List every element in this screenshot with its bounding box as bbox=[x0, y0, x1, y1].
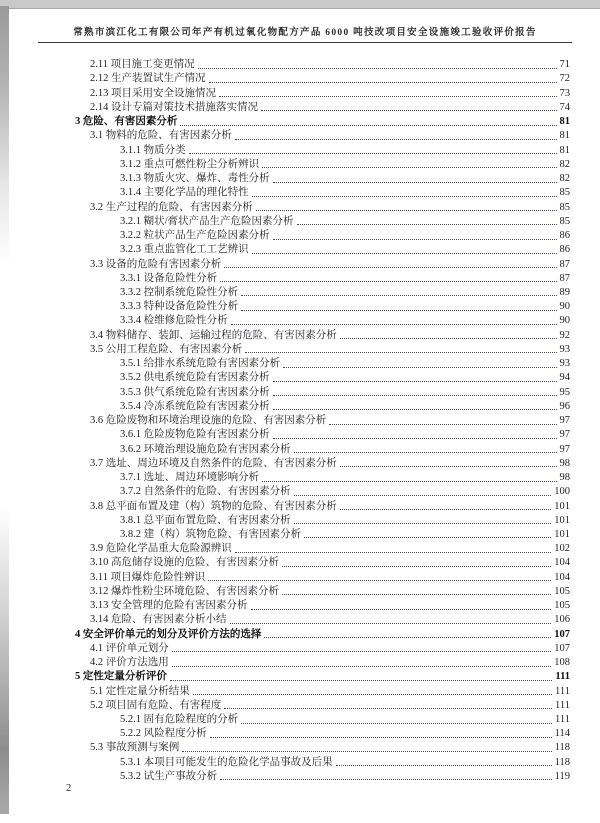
toc-entry-page-number: 85 bbox=[559, 187, 570, 199]
toc-entry-title: 3 危险、有害因素分析 bbox=[75, 116, 178, 128]
toc-dot-leader bbox=[224, 708, 552, 709]
toc-entry-title: 5.3.1 本项目可能发生的危险化学品事故及后果 bbox=[120, 756, 333, 768]
toc-entry-title: 3.5.2 供电系统危险有害因素分析 bbox=[120, 372, 270, 384]
toc-entry bbox=[60, 655, 570, 669]
toc-entry-page-number: 98 bbox=[559, 457, 570, 469]
toc-entry-title: 3.10 高危储存设施的危险、有害因素分析 bbox=[90, 557, 279, 569]
toc-entry bbox=[60, 413, 570, 427]
toc-dot-leader bbox=[235, 139, 557, 140]
toc-dot-leader bbox=[261, 110, 557, 111]
toc-entry bbox=[60, 356, 570, 370]
toc-entry-title: 3.1.1 物质分类 bbox=[120, 144, 186, 156]
toc-entry bbox=[60, 527, 570, 541]
toc-entry bbox=[60, 128, 570, 142]
toc-entry-title: 3.3.4 检维修危险性分析 bbox=[120, 315, 228, 327]
toc-entry bbox=[60, 484, 570, 498]
toc-entry bbox=[60, 71, 570, 85]
toc-dot-leader bbox=[209, 82, 557, 83]
toc-entry bbox=[60, 598, 570, 612]
toc-entry-page-number: 104 bbox=[554, 571, 570, 583]
toc-entry-page-number: 97 bbox=[559, 429, 570, 441]
toc-entry-title: 3.1.4 主要化学品的理化特性 bbox=[120, 187, 249, 199]
toc-entry-page-number: 111 bbox=[555, 685, 570, 697]
toc-entry bbox=[60, 142, 570, 156]
toc-entry bbox=[60, 740, 570, 754]
toc-entry-title: 5.2.1 固有危险程度的分析 bbox=[120, 714, 239, 726]
toc-dot-leader bbox=[273, 409, 557, 410]
toc-entry bbox=[60, 327, 570, 341]
toc-dot-leader bbox=[241, 723, 552, 724]
toc-entry-title: 3.5 公用工程危险、有害因素分析 bbox=[90, 343, 243, 355]
toc-dot-leader bbox=[193, 694, 552, 695]
toc-entry-page-number: 71 bbox=[559, 59, 570, 71]
toc-entry-title: 2.13 项目采用安全设施情况 bbox=[90, 87, 216, 99]
toc-dot-leader bbox=[329, 424, 556, 425]
toc-entry bbox=[60, 370, 570, 384]
toc-entry bbox=[60, 456, 570, 470]
running-header: 常熟市滨江化工有限公司年产有机过氧化物配方产品 6000 吨技改项目安全设施竣工验收评价报告 bbox=[38, 24, 572, 43]
toc-entry-page-number: 97 bbox=[559, 415, 570, 427]
toc-entry-page-number: 90 bbox=[559, 301, 570, 313]
toc-dot-leader bbox=[340, 338, 557, 339]
toc-dot-leader bbox=[282, 566, 551, 567]
toc-entry-page-number: 86 bbox=[559, 244, 570, 256]
toc-entry-page-number: 93 bbox=[559, 343, 570, 355]
toc-entry-title: 3.2 生产过程的危险、有害因素分析 bbox=[90, 201, 253, 213]
toc-dot-leader bbox=[297, 224, 557, 225]
toc-entry bbox=[60, 555, 570, 569]
toc-entry-title: 3.6.1 危险废物危险有害因素分析 bbox=[120, 429, 270, 441]
toc-entry-page-number: 114 bbox=[554, 728, 570, 740]
toc-dot-leader bbox=[294, 452, 557, 453]
toc-entry bbox=[60, 171, 570, 185]
toc-entry-page-number: 98 bbox=[559, 472, 570, 484]
toc-entry-title: 3.3.2 控制系统危险性分析 bbox=[120, 286, 239, 298]
toc-entry-page-number: 74 bbox=[559, 101, 570, 113]
toc-dot-leader bbox=[182, 751, 551, 752]
toc-entry-title: 5.2.2 风险程度分析 bbox=[120, 728, 207, 740]
toc-dot-leader bbox=[294, 523, 552, 524]
toc-entry-page-number: 82 bbox=[559, 173, 570, 185]
toc-dot-leader bbox=[273, 239, 557, 240]
toc-entry-title: 3.4 物料储存、装卸、运输过程的危险、有害因素分析 bbox=[90, 329, 337, 341]
toc-dot-leader bbox=[252, 253, 557, 254]
toc-entry-page-number: 93 bbox=[559, 358, 570, 370]
toc-dot-leader bbox=[172, 666, 552, 667]
toc-entry-title: 5.1 定性定量分析结果 bbox=[90, 685, 190, 697]
toc-dot-leader bbox=[273, 438, 557, 439]
toc-entry-page-number: 100 bbox=[554, 486, 570, 498]
toc-entry-page-number: 82 bbox=[559, 158, 570, 170]
toc-entry-title: 2.12 生产装置试生产情况 bbox=[90, 73, 206, 85]
toc-entry bbox=[60, 712, 570, 726]
toc-entry-title: 3.8.2 建（构）筑物危险、有害因素分析 bbox=[120, 528, 302, 540]
toc-entry-title: 3.8.1 总平面布置危险、有害因素分析 bbox=[120, 514, 291, 526]
toc-entry-page-number: 85 bbox=[559, 201, 570, 213]
toc-entry-title: 3.11 项目爆炸危险性辨识 bbox=[90, 571, 206, 583]
toc-entry bbox=[60, 114, 570, 128]
toc-entry-page-number: 95 bbox=[559, 386, 570, 398]
toc-entry bbox=[60, 185, 570, 199]
toc-dot-leader bbox=[170, 680, 553, 681]
toc-dot-leader bbox=[273, 395, 557, 396]
toc-entry bbox=[60, 669, 570, 683]
toc-dot-leader bbox=[262, 167, 556, 168]
toc-entry bbox=[60, 271, 570, 285]
toc-entry-title: 3.7 选址、周边环境及自然条件的危险、有害因素分析 bbox=[90, 457, 337, 469]
toc-dot-leader bbox=[198, 68, 557, 69]
toc-dot-leader bbox=[172, 651, 552, 652]
toc-dot-leader bbox=[340, 509, 552, 510]
toc-dot-leader bbox=[264, 637, 551, 638]
toc-entry-page-number: 94 bbox=[559, 372, 570, 384]
toc-entry-page-number: 106 bbox=[554, 614, 570, 626]
toc-entry-title: 3.9 危险化学品重大危险源辨识 bbox=[90, 543, 232, 555]
toc-entry-title: 4.2 评价方法选用 bbox=[90, 657, 169, 669]
toc-dot-leader bbox=[245, 352, 556, 353]
toc-entry-title: 3.13 安全管理的危险有害因素分析 bbox=[90, 600, 248, 612]
toc-entry bbox=[60, 641, 570, 655]
toc-dot-leader bbox=[252, 196, 557, 197]
toc-entry-page-number: 101 bbox=[554, 514, 570, 526]
toc-entry-title: 3.3.3 特种设备危险性分析 bbox=[120, 301, 239, 313]
toc-entry-page-number: 105 bbox=[554, 585, 570, 597]
toc-entry bbox=[60, 683, 570, 697]
toc-entry-page-number: 102 bbox=[554, 543, 570, 555]
toc-dot-leader bbox=[189, 153, 557, 154]
toc-entry-title: 3.5.1 给排水系统危险有害因素分析 bbox=[120, 358, 281, 370]
toc-entry bbox=[60, 441, 570, 455]
toc-dot-leader bbox=[283, 367, 556, 368]
scan-edge-top bbox=[0, 0, 600, 9]
toc-entry-title: 5 定性定量分析评价 bbox=[75, 671, 167, 683]
toc-entry-page-number: 101 bbox=[554, 528, 570, 540]
toc-entry-title: 3.12 爆炸性粉尘环境危险、有害因素分析 bbox=[90, 585, 279, 597]
toc-entry-page-number: 87 bbox=[559, 258, 570, 270]
toc-entry-page-number: 85 bbox=[559, 215, 570, 227]
toc-dot-leader bbox=[294, 495, 552, 496]
toc-entry bbox=[60, 427, 570, 441]
toc-entry bbox=[60, 157, 570, 171]
toc-entry bbox=[60, 726, 570, 740]
toc-dot-leader bbox=[273, 182, 557, 183]
toc-dot-leader bbox=[241, 295, 556, 296]
toc-entry bbox=[60, 698, 570, 712]
toc-entry-page-number: 101 bbox=[554, 500, 570, 512]
toc-entry-page-number: 111 bbox=[555, 671, 570, 683]
toc-entry bbox=[60, 626, 570, 640]
toc-entry-title: 3.1.3 物质火灾、爆炸、毒性分析 bbox=[120, 173, 270, 185]
toc-dot-leader bbox=[336, 765, 552, 766]
toc-dot-leader bbox=[180, 125, 556, 126]
toc-entry-title: 3.2.1 糊状/膏状产品生产危险因素分析 bbox=[120, 215, 294, 227]
toc-entry-title: 3.7.1 选址、周边环境影响分析 bbox=[120, 472, 260, 484]
toc-entry bbox=[60, 256, 570, 270]
toc-dot-leader bbox=[231, 324, 557, 325]
toc-entry bbox=[60, 612, 570, 626]
toc-dot-leader bbox=[224, 267, 556, 268]
toc-entry-page-number: 111 bbox=[555, 699, 570, 711]
toc-dot-leader bbox=[230, 623, 552, 624]
toc-entry-title: 3.7.2 自然条件的危险、有害因素分析 bbox=[120, 486, 291, 498]
toc-entry bbox=[60, 342, 570, 356]
toc-entry-page-number: 96 bbox=[559, 400, 570, 412]
toc-entry-title: 3.1.2 重点可燃性粉尘分析辨识 bbox=[120, 158, 260, 170]
toc-entry-title: 3.3.1 设备危险性分析 bbox=[120, 272, 218, 284]
toc-entry-page-number: 89 bbox=[559, 286, 570, 298]
toc-entry-page-number: 118 bbox=[554, 742, 570, 754]
toc-dot-leader bbox=[304, 537, 551, 538]
scan-edge-left bbox=[0, 6, 9, 814]
toc-dot-leader bbox=[208, 580, 551, 581]
toc-entry-title: 3.3 设备的危险有害因素分析 bbox=[90, 258, 222, 270]
page-number-folio: 2 bbox=[66, 783, 72, 794]
toc-dot-leader bbox=[273, 381, 557, 382]
toc-entry bbox=[60, 199, 570, 213]
toc-entry-title: 5.2 项目固有危险、有害程度 bbox=[90, 699, 222, 711]
toc-entry-title: 3.14 危险、有害因素分析小结 bbox=[90, 614, 227, 626]
toc-entry bbox=[60, 214, 570, 228]
toc-entry bbox=[60, 299, 570, 313]
toc-entry-title: 5.3.2 试生产事故分析 bbox=[120, 770, 218, 782]
toc-entry bbox=[60, 100, 570, 114]
toc-dot-leader bbox=[220, 281, 556, 282]
toc-entry bbox=[60, 313, 570, 327]
toc-entry-title: 3.6.2 环境治理设施危险有害因素分析 bbox=[120, 443, 291, 455]
toc-entry-page-number: 86 bbox=[559, 230, 570, 242]
toc-entry-title: 3.8 总平面布置及建（构）筑物的危险、有害因素分析 bbox=[90, 500, 337, 512]
toc-dot-leader bbox=[235, 552, 552, 553]
toc-entry-title: 3.1 物料的危险、有害因素分析 bbox=[90, 130, 232, 142]
toc-entry bbox=[60, 57, 570, 71]
toc-dot-leader bbox=[220, 779, 552, 780]
toc-entry-page-number: 118 bbox=[554, 756, 570, 768]
table-of-contents bbox=[60, 57, 570, 783]
toc-dot-leader bbox=[219, 96, 557, 97]
toc-entry-title: 2.11 项目施工变更情况 bbox=[90, 59, 195, 71]
toc-entry-page-number: 81 bbox=[559, 144, 570, 156]
toc-entry bbox=[60, 85, 570, 99]
toc-entry-title: 2.14 设计专篇对策技术措施落实情况 bbox=[90, 101, 258, 113]
toc-entry bbox=[60, 769, 570, 783]
toc-dot-leader bbox=[256, 210, 557, 211]
toc-entry-page-number: 92 bbox=[559, 329, 570, 341]
toc-entry-page-number: 90 bbox=[559, 315, 570, 327]
toc-dot-leader bbox=[210, 737, 552, 738]
toc-entry bbox=[60, 384, 570, 398]
toc-dot-leader bbox=[340, 466, 557, 467]
toc-entry bbox=[60, 513, 570, 527]
toc-entry bbox=[60, 569, 570, 583]
toc-entry-title: 4 安全评价单元的划分及评价方法的选择 bbox=[75, 628, 262, 640]
toc-entry-page-number: 119 bbox=[554, 770, 570, 782]
toc-entry-page-number: 107 bbox=[554, 628, 570, 640]
toc-entry bbox=[60, 399, 570, 413]
toc-dot-leader bbox=[262, 481, 556, 482]
toc-entry-page-number: 104 bbox=[554, 557, 570, 569]
toc-entry bbox=[60, 285, 570, 299]
toc-dot-leader bbox=[282, 594, 551, 595]
toc-entry-title: 4.1 评价单元划分 bbox=[90, 642, 169, 654]
toc-entry bbox=[60, 584, 570, 598]
toc-entry bbox=[60, 541, 570, 555]
toc-entry bbox=[60, 498, 570, 512]
toc-entry-title: 3.5.4 冷冻系统危险有害因素分析 bbox=[120, 400, 270, 412]
toc-entry-page-number: 105 bbox=[554, 600, 570, 612]
toc-entry-title: 3.6 危险废物和环境治理设施的危险、有害因素分析 bbox=[90, 415, 327, 427]
toc-entry-page-number: 97 bbox=[559, 443, 570, 455]
toc-entry-title: 3.2.3 重点监管化工工艺辨识 bbox=[120, 244, 249, 256]
toc-entry-page-number: 81 bbox=[559, 130, 570, 142]
toc-entry-page-number: 111 bbox=[555, 714, 570, 726]
toc-entry-page-number: 108 bbox=[554, 657, 570, 669]
toc-entry-title: 3.2.2 粒状产品生产危险因素分析 bbox=[120, 230, 270, 242]
toc-entry bbox=[60, 228, 570, 242]
toc-entry bbox=[60, 470, 570, 484]
toc-entry-page-number: 72 bbox=[559, 73, 570, 85]
toc-entry-page-number: 81 bbox=[559, 116, 570, 128]
toc-entry bbox=[60, 754, 570, 768]
toc-entry-title: 3.5.3 供气系统危险有害因素分析 bbox=[120, 386, 270, 398]
toc-dot-leader bbox=[241, 310, 556, 311]
toc-entry-page-number: 107 bbox=[554, 642, 570, 654]
toc-entry bbox=[60, 242, 570, 256]
toc-entry-title: 5.3 事故预测与案例 bbox=[90, 742, 180, 754]
toc-dot-leader bbox=[251, 609, 552, 610]
toc-entry-page-number: 87 bbox=[559, 272, 570, 284]
toc-entry-page-number: 73 bbox=[559, 87, 570, 99]
